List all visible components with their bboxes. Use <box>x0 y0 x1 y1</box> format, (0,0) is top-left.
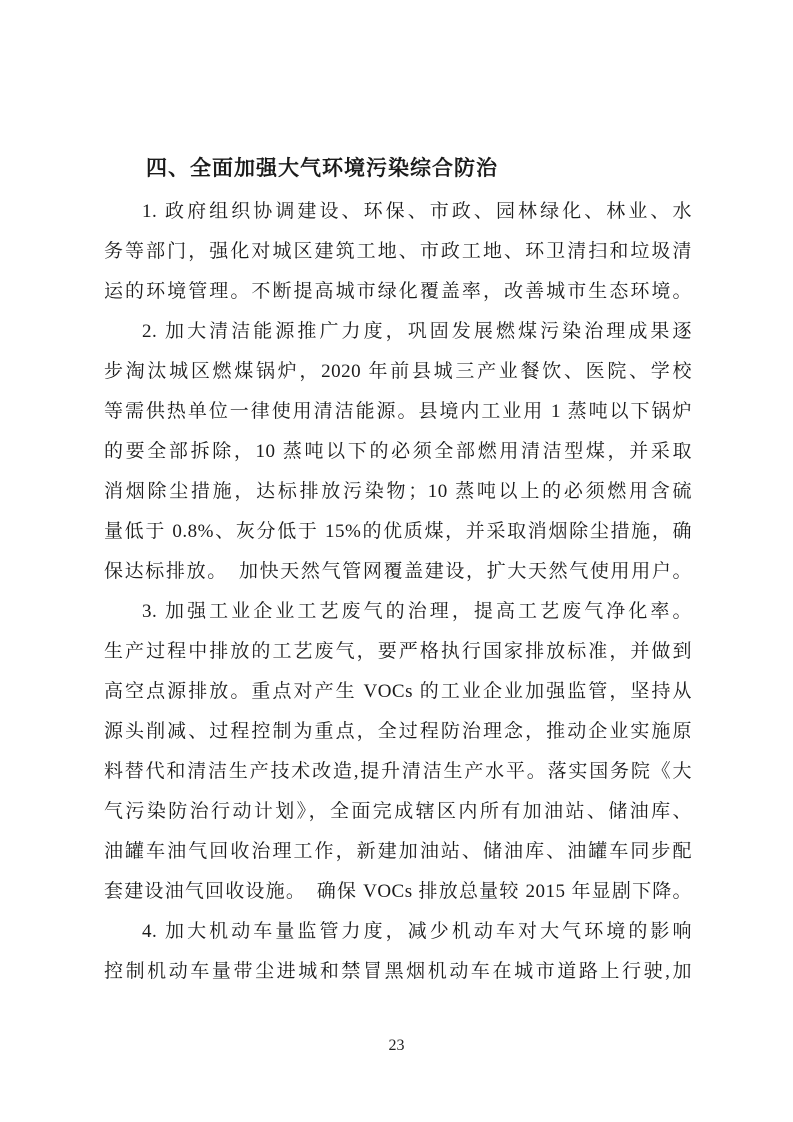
document-body <box>104 192 692 992</box>
paragraph-first-line: 4. 加大机动车量监管力度，减少机动车对大气环境的影响 <box>142 921 692 942</box>
paragraph <box>104 592 692 912</box>
paragraph-line: 控制机动车量带尘进城和禁冒黑烟机动车在城市道路上行驶,加 <box>104 961 692 982</box>
section-heading: 四、全面加强大气环境污染综合防治 <box>146 156 498 180</box>
paragraph-line: 套建设油气回收设施。 确保 VOCs 排放总量较 2015 年显剧下降。 <box>104 881 692 902</box>
paragraph-line: 高空点源排放。重点对产生 VOCs 的工业企业加强监管，坚持从 <box>104 681 692 702</box>
paragraph-line: 油罐车油气回收治理工作，新建加油站、储油库、油罐车同步配 <box>104 841 692 862</box>
paragraph-first-line: 1. 政府组织协调建设、环保、市政、园林绿化、林业、水 <box>142 201 692 222</box>
paragraph <box>104 192 692 312</box>
paragraph-line: 生产过程中排放的工艺废气，要严格执行国家排放标准，并做到 <box>104 641 692 662</box>
paragraph-first-line: 3. 加强工业企业工艺废气的治理，提高工艺废气净化率。 <box>142 601 692 622</box>
paragraph-line: 源头削减、过程控制为重点，全过程防治理念，推动企业实施原 <box>104 721 692 742</box>
paragraph <box>104 312 692 592</box>
paragraph-line: 等需供热单位一律使用清洁能源。县境内工业用 1 蒸吨以下锅炉 <box>104 401 692 422</box>
paragraph-first-line: 2. 加大清洁能源推广力度，巩固发展燃煤污染治理成果逐 <box>142 321 692 342</box>
paragraph <box>104 912 692 992</box>
paragraph-line: 气污染防治行动计划》，全面完成辖区内所有加油站、储油库、 <box>104 801 692 822</box>
paragraph-line: 保达标排放。 加快天然气管网覆盖建设，扩大天然气使用用户。 <box>104 561 692 582</box>
paragraph-line: 运的环境管理。不断提高城市绿化覆盖率，改善城市生态环境。 <box>104 281 692 302</box>
page-number: 23 <box>388 1037 405 1054</box>
paragraph-line: 务等部门，强化对城区建筑工地、市政工地、环卫清扫和垃圾清 <box>104 241 692 262</box>
paragraph-line: 步淘汰城区燃煤锅炉，2020 年前县城三产业餐饮、医院、学校 <box>104 361 692 382</box>
paragraph-line: 消烟除尘措施，达标排放污染物；10 蒸吨以上的必须燃用含硫 <box>104 481 692 502</box>
paragraph-line: 的要全部拆除，10 蒸吨以下的必须全部燃用清洁型煤，并采取 <box>104 441 692 462</box>
paragraph-line: 料替代和清洁生产技术改造,提升清洁生产水平。落实国务院《大 <box>104 761 692 782</box>
paragraph-line: 量低于 0.8%、灰分低于 15%的优质煤，并采取消烟除尘措施，确 <box>104 521 692 542</box>
document-content <box>104 150 692 992</box>
